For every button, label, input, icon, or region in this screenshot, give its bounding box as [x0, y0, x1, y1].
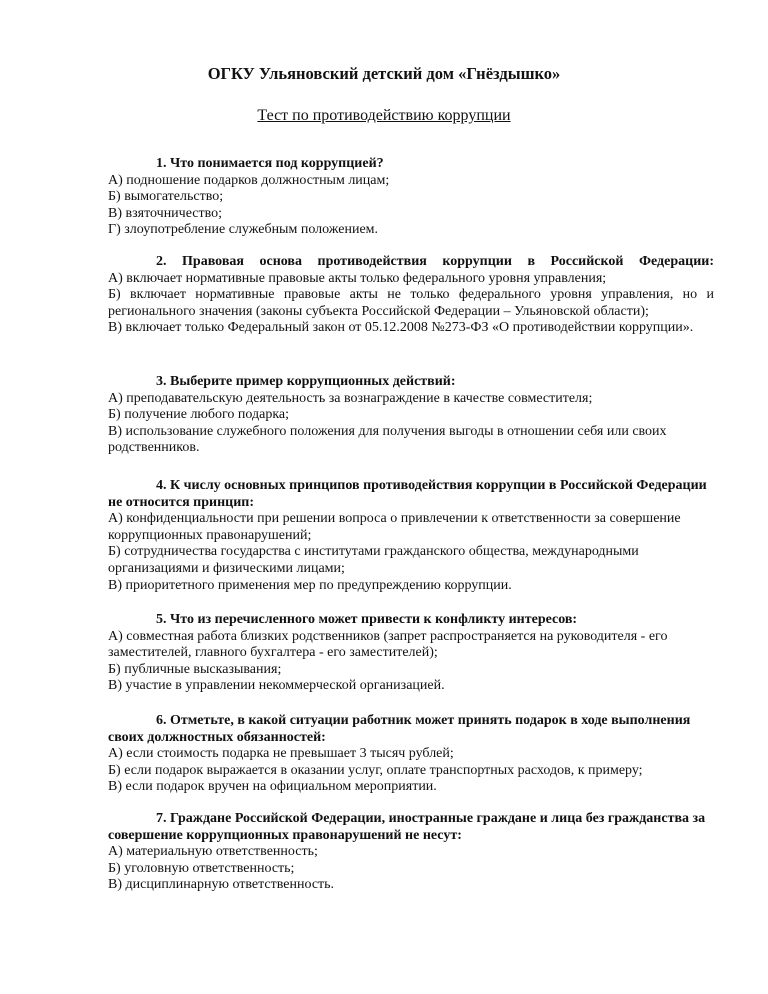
question-3 [108, 374, 714, 457]
answer-option: А) конфиденциальности при решении вопроса о привлечении к ответственности за совершение коррупционных правонарушений; [108, 511, 681, 543]
question-2 [108, 254, 714, 337]
answer-option: В) включает только Федеральный закон от 05.12.2008 №273-ФЗ «О противодействии коррупции». [108, 320, 694, 336]
document-title: ОГКУ Ульяновский детский дом «Гнёздышко» [207, 64, 561, 83]
question-heading: 7. Граждане Российской Федерации, иностранные граждане и лица без гражданства за совершение коррупционных правонарушений не несут: [108, 811, 706, 843]
answer-option: В) если подарок вручен на официальном мероприятии. [108, 779, 437, 795]
question-heading: 4. К числу основных принципов противодействия коррупции в Российской Федерации не относится принцип: [108, 478, 707, 510]
question-6 [108, 713, 714, 796]
answer-option: А) материальную ответственность; [108, 844, 318, 860]
answer-option: Б) уголовную ответственность; [108, 860, 295, 876]
answer-option: А) подношение подарков должностным лицам; [108, 172, 390, 188]
question-heading: 2. Правовая основа противодействия коррупции в Российской Федерации: [156, 254, 714, 269]
answer-option: В) использование служебного положения для получения выгоды в отношении себя или своих родственников. [108, 423, 667, 456]
document-subtitle: Тест по противодействию коррупции [257, 107, 511, 124]
answer-option: А) преподавательскую деятельность за вознаграждение в качестве совместителя; [108, 390, 593, 406]
answer-option: В) приоритетного применения мер по предупреждению коррупции. [108, 577, 512, 593]
question-1 [108, 156, 714, 239]
answer-option: А) включает нормативные правовые акты только федерального уровня управления; [108, 270, 607, 286]
question-heading: 5. Что из перечисленного может привести к конфликту интересов: [156, 612, 578, 627]
answer-option: Б) если подарок выражается в оказании услуг, оплате транспортных расходов, к примеру; [108, 762, 643, 778]
answer-option: Б) сотрудничества государства с институтами гражданского общества, международными организациями и физическими лицами; [108, 544, 639, 576]
question-7 [108, 811, 714, 894]
answer-option: Б) публичные высказывания; [108, 661, 282, 677]
answer-option: А) если стоимость подарка не превышает 3 тысяч рублей; [108, 746, 454, 762]
question-4 [108, 478, 714, 594]
question-5 [108, 612, 714, 695]
answer-option: В) взяточничество; [108, 205, 223, 221]
question-heading: 6. Отметьте, в какой ситуации работник может принять подарок в ходе выполнения своих должностных обязанностей: [108, 713, 691, 745]
answer-option: В) дисциплинарную ответственность. [108, 877, 335, 893]
question-heading: 3. Выберите пример коррупционных действий: [156, 374, 456, 389]
answer-option: Б) включает нормативные правовые акты не только федерального уровня управления, но и регионального значения (законы субъекта Российской Федерации – Ульяновской области); [108, 287, 714, 319]
question-heading: 1. Что понимается под коррупцией? [156, 156, 384, 171]
answer-option: Б) вымогательство; [108, 189, 224, 205]
answer-option: В) участие в управлении некоммерческой организацией. [108, 678, 445, 694]
answer-option: А) совместная работа близких родственников (запрет распространяется на руководителя - его заместителей, главного бухгалтера - его заместителей); [108, 628, 668, 661]
answer-option: Г) злоупотребление служебным положением. [108, 222, 379, 238]
answer-option: Б) получение любого подарка; [108, 407, 290, 423]
